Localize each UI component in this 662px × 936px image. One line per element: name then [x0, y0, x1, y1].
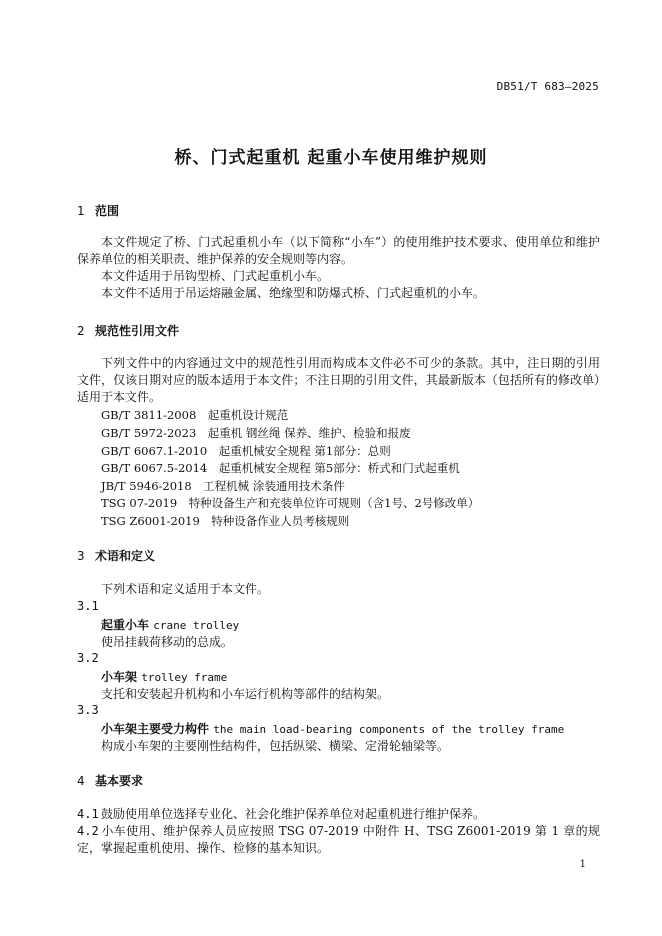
- section-number: 2: [77, 324, 85, 338]
- term-definition: 支托和安装起升机构和小车运行机构等部件的结构架。: [101, 687, 390, 701]
- scope-paragraph-1: 本文件规定了桥、门式起重机小车（以下简称“小车”）的使用维护技术要求、使用单位和维护保养单位的相关职责、维护保养的安全规则等内容。: [77, 235, 600, 266]
- clause-4-1: [77, 806, 600, 823]
- reference-item: GB/T 6067.5-2014 起重机械安全规程 第5部分：桥式和门式起重机: [101, 461, 460, 475]
- term-name: [101, 616, 239, 633]
- term-definition: 构成小车架的主要刚性结构件，包括纵梁、横梁、定滑轮轴梁等。: [101, 739, 450, 753]
- document-number: DB51/T 683—2025: [496, 80, 599, 93]
- section-number: 3: [77, 549, 85, 563]
- reference-item: JB/T 5946-2018 工程机械 涂装通用技术条件: [101, 479, 345, 493]
- term-number: 3.2: [77, 651, 99, 665]
- term-number: 3.3: [77, 703, 99, 717]
- term-name-en: crane trolley: [153, 619, 240, 632]
- term-definition: 使吊挂载荷移动的总成。: [101, 635, 234, 649]
- term-number: 3.1: [77, 599, 99, 613]
- section-heading-terms: [77, 547, 155, 564]
- term-name: [101, 668, 227, 685]
- term-name: [101, 720, 564, 737]
- reference-item: GB/T 6067.1-2010 起重机械安全规程 第1部分：总则: [101, 444, 391, 458]
- section-title: 基本要求: [95, 774, 144, 788]
- reference-item: TSG 07-2019 特种设备生产和充装单位许可规则（含1号、2号修改单）: [101, 496, 480, 510]
- clause-number: 4.2: [77, 824, 99, 838]
- clause-number: 4.1: [77, 807, 99, 821]
- document-title: 桥、门式起重机 起重小车使用维护规则: [174, 148, 488, 168]
- clause-text: 鼓励使用单位选择专业化、社会化维护保养单位对起重机进行维护保养。: [101, 807, 486, 821]
- term-name-cn: 小车架: [101, 670, 138, 684]
- reference-item: TSG Z6001-2019 特种设备作业人员考核规则: [101, 514, 350, 528]
- reference-item: GB/T 5972-2023 起重机 钢丝绳 保养、维护、检验和报废: [101, 426, 411, 440]
- scope-paragraph-3: 本文件不适用于吊运熔融金属、绝缘型和防爆式桥、门式起重机的小车。: [101, 286, 486, 300]
- term-name-en: trolley frame: [141, 671, 228, 684]
- section-title: 规范性引用文件: [95, 324, 180, 338]
- term-name-cn: 小车架主要受力构件: [101, 722, 210, 736]
- scope-paragraph-2: 本文件适用于吊钩型桥、门式起重机小车。: [101, 269, 330, 283]
- section-title: 范围: [95, 204, 120, 218]
- section-number: 1: [77, 204, 85, 218]
- section-heading-scope: [77, 202, 119, 219]
- reference-item: GB/T 3811-2008 起重机设计规范: [101, 408, 289, 422]
- references-intro-paragraph: 下列文件中的内容通过文中的规范性引用而构成本文件必不可少的条款。其中，注日期的引用文件，仅该日期对应的版本适用于本文件；不注日期的引用文件，其最新版本（包括所有的修改单）适用于本文件。: [77, 356, 600, 404]
- term-name-en: the main load-bearing components of the trolley frame: [213, 723, 565, 736]
- section-heading-basic-requirements: [77, 772, 143, 789]
- clause-4-2: [77, 823, 600, 857]
- section-heading-normative-references: [77, 322, 179, 339]
- clause-text: 小车使用、维护保养人员应按照 TSG 07-2019 中附件 H、TSG Z6001-2019 第 1 章的规定，掌握起重机使用、操作、检修的基本知识。: [77, 824, 600, 855]
- section-title: 术语和定义: [95, 549, 156, 563]
- section-number: 4: [77, 774, 85, 788]
- page-number: 1: [579, 859, 586, 870]
- terms-intro: 下列术语和定义适用于本文件。: [101, 582, 270, 596]
- term-name-cn: 起重小车: [101, 618, 150, 632]
